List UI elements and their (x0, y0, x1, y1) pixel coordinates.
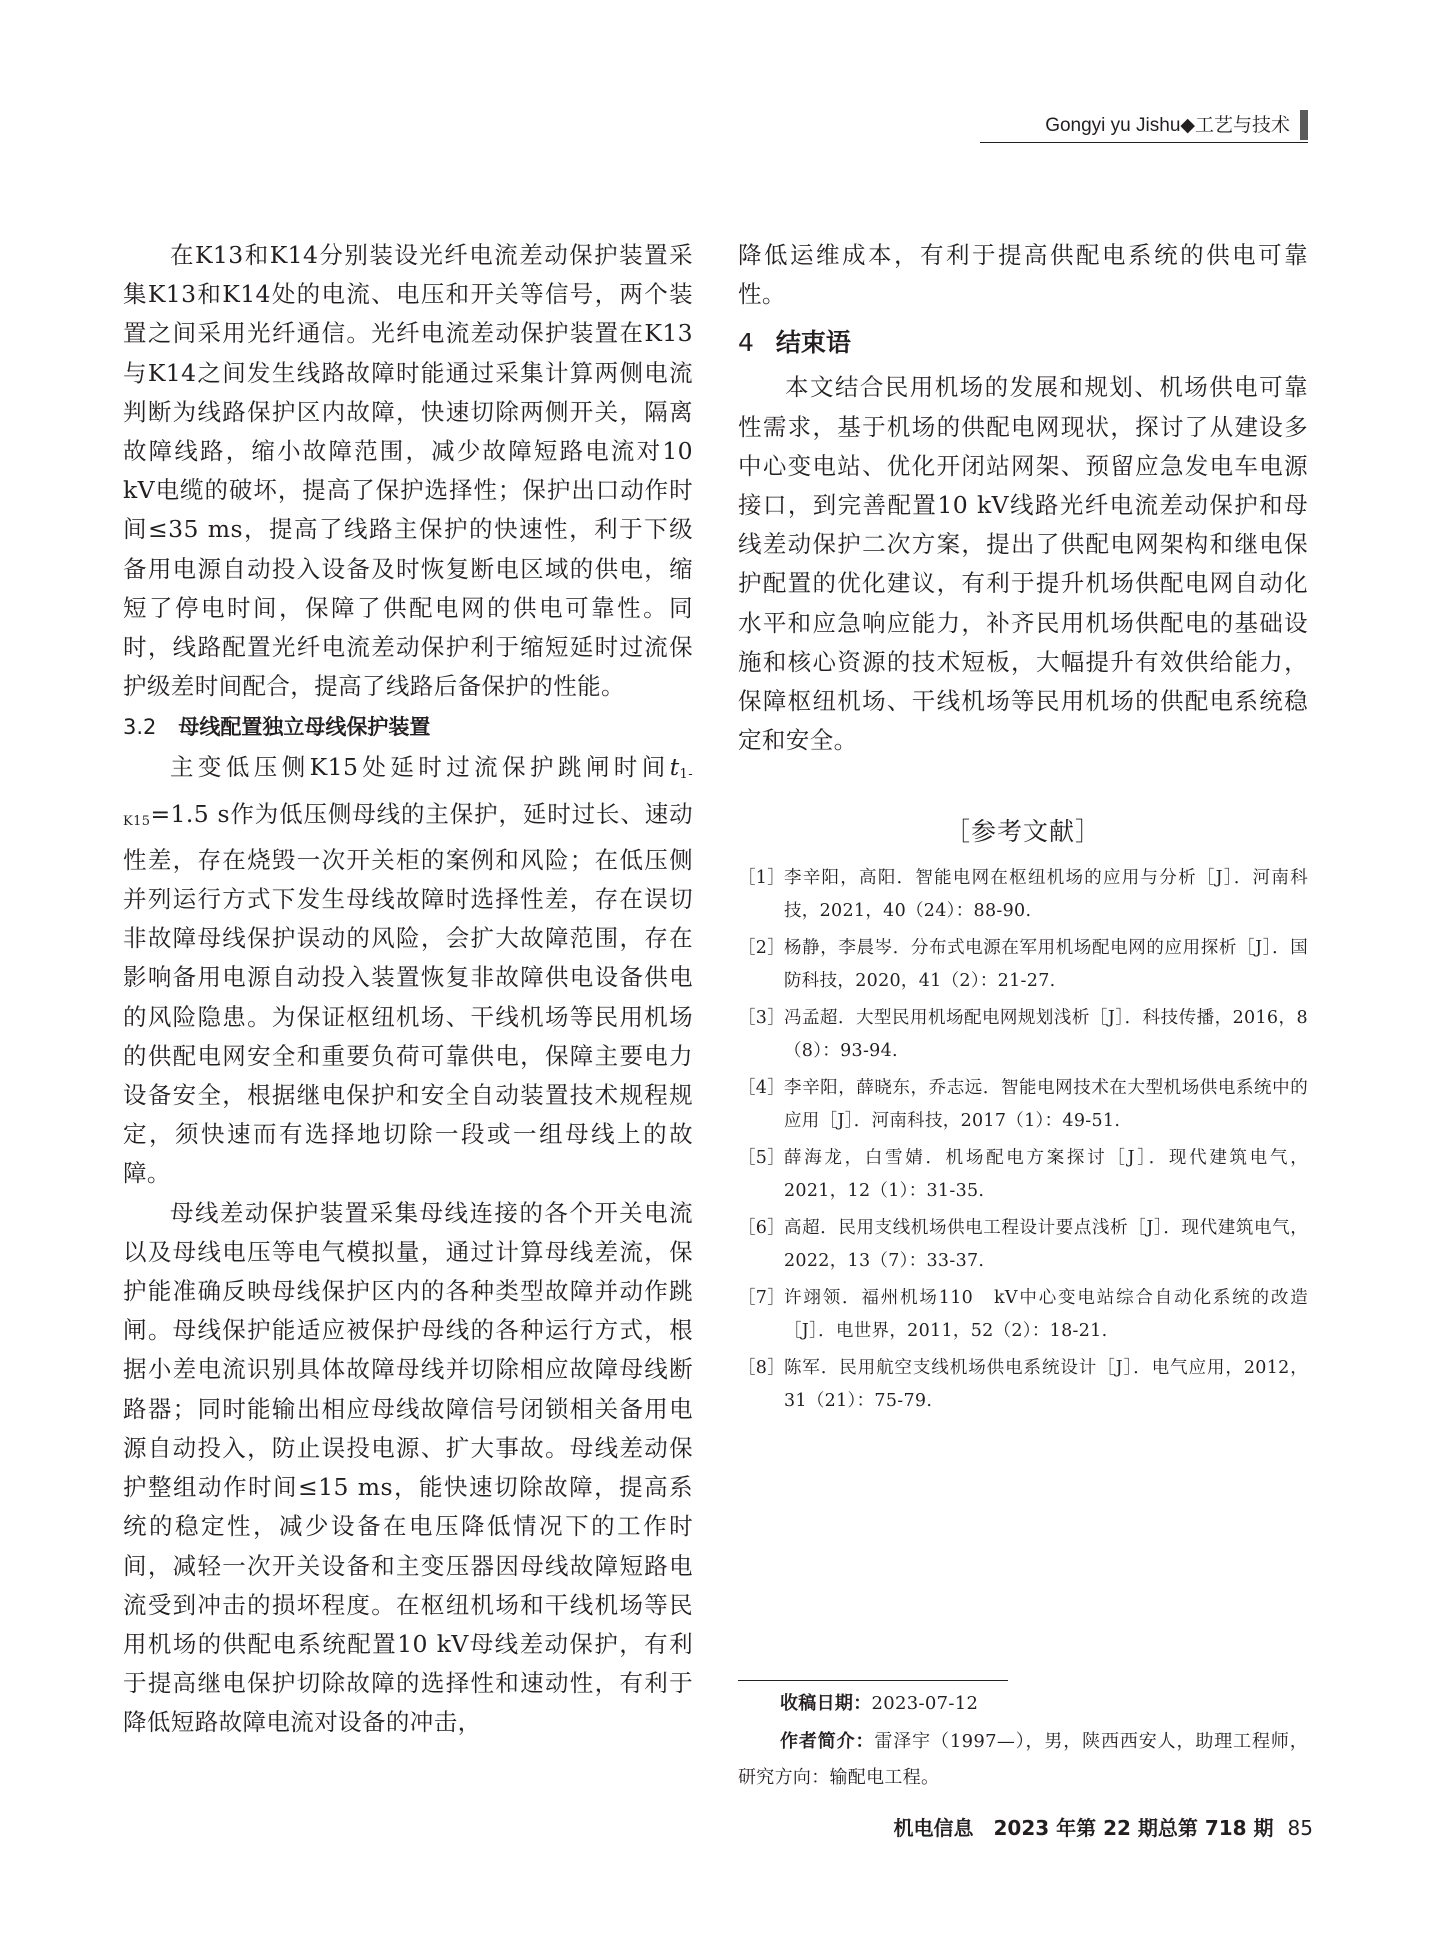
paragraph-continued: 降低运维成本，有利于提高供配电系统的供电可靠性。 (738, 241, 1308, 309)
reference-text: 许翊领．福州机场110 kV中心变电站综合自动化系统的改造［J］．电世界，2011，52（2）：18-21. (784, 1288, 1308, 1342)
section-heading-4 (738, 326, 1308, 360)
footnote-value: 2023-07-12 (871, 1693, 979, 1714)
footnote-label: 收稿日期： (780, 1693, 872, 1714)
reference-number: ［1］ (738, 868, 786, 889)
reference-number: ［4］ (738, 1078, 786, 1099)
reference-number: ［5］ (738, 1148, 786, 1169)
formula-symbol: t (669, 753, 680, 782)
paragraph-k13-k14: 在K13和K14分别装设光纤电流差动保护装置采集K13和K14处的电流、电压和开关等信号，两个装置之间采用光纤通信。光纤电流差动保护装置在K13与K14之间发生线路故障时能通过采集计算两侧电流判断为线路保护区内故障，快速切除两侧开关，隔离故障线路，缩小故障范围，减少故障短路电流对10 kV电缆的破坏，提高了保护选择性；保护出口动作时间≤35 ms，提高了线路主保护的快速性，利于下级备用电源自动投入设备及时恢复断电区域的供电，缩短了停电时间，保障了供配电网的供电可靠性。同时，线路配置光纤电流差动保护利于缩短延时过流保护级差时间配合，提高了线路后备保护的性能。 (123, 241, 693, 701)
reference-item (738, 862, 1308, 928)
reference-item (738, 1142, 1308, 1208)
reference-list (738, 862, 1308, 1418)
reference-number: ［8］ (738, 1358, 786, 1379)
running-title: Gongyi yu Jishu◆工艺与技术 (1045, 115, 1290, 136)
reference-text: 李辛阳，薛晓东，乔志远．智能电网技术在大型机场供电系统中的应用［J］．河南科技，2017（1）：49-51. (784, 1078, 1308, 1132)
paragraph-busbar-differential: 母线差动保护装置采集母线连接的各个开关电流以及母线电压等电气模拟量，通过计算母线差流，保护能准确反映母线保护区内的各种类型故障并动作跳闸。母线保护能适应被保护母线的各种运行方式，根据小差电流识别具体故障母线并切除相应故障母线断路器；同时能输出相应母线故障信号闭锁相关备用电源自动投入，防止误投电源、扩大事故。母线差动保护整组动作时间≤15 ms，能快速切除故障，提高系统的稳定性，减少设备在电压降低情况下的工作时间，减轻一次开关设备和主变压器因母线故障短路电流受到冲击的损坏程度。在枢纽机场和干线机场等民用机场的供配电系统配置10 kV母线差动保护，有利于提高继电保护切除故障的选择性和速动性，有利于降低短路故障电流对设备的冲击， (123, 1198, 693, 1737)
left-column (123, 236, 693, 1743)
reference-text: 李辛阳，高阳．智能电网在枢纽机场的应用与分析［J］．河南科技，2021，40（24）：88-90. (784, 868, 1308, 922)
page-number: 85 (1287, 1816, 1313, 1840)
reference-number: ［7］ (738, 1288, 786, 1309)
section-title: 母线配置独立母线保护装置 (178, 715, 431, 740)
header-bar-mark (1300, 110, 1308, 140)
reference-item (738, 1072, 1308, 1138)
right-column (738, 236, 1308, 1422)
section-number: 3.2 (123, 715, 157, 740)
reference-text: 陈军．民用航空支线机场供电系统设计［J］．电气应用，2012，31（21）：75-79. (784, 1358, 1308, 1412)
paragraph-k15-delay (123, 748, 693, 1193)
reference-item (738, 1352, 1308, 1418)
footnote-rule (738, 1680, 1008, 1681)
reference-number: ［3］ (738, 1008, 786, 1029)
reference-text: 冯孟超．大型民用机场配电网规划浅析［J］．科技传播，2016，8（8）：93-94. (784, 1008, 1308, 1062)
references-heading: ［参考文献］ (944, 817, 1101, 847)
reference-number: ［2］ (738, 938, 786, 959)
reference-text: 杨静，李晨岑．分布式电源在军用机场配电网的应用探析［J］．国防科技，2020，41（2）：21-27. (784, 938, 1308, 992)
reference-text: 高超．民用支线机场供电工程设计要点浅析［J］．现代建筑电气，2022，13（7）：33-37. (784, 1218, 1308, 1272)
footnote-label: 作者简介： (780, 1731, 875, 1752)
section-title: 结束语 (775, 328, 851, 358)
reference-item (738, 1002, 1308, 1068)
text-segment: 主变低压侧K15处延时过流保护跳闸时间 (170, 753, 670, 782)
reference-item (738, 1282, 1308, 1348)
reference-item (738, 932, 1308, 998)
reference-number: ［6］ (738, 1218, 786, 1239)
running-header (980, 108, 1308, 143)
text-segment: =1.5 s作为低压侧母线的主保护，延时过长、速动性差，存在烧毁一次开关柜的案例和风险；在低压侧并列运行方式下发生母线故障时选择性差，存在误切非故障母线保护误动的风险，会扩大故障范围，存在影响备用电源自动投入装置恢复非故障供电设备供电的风险隐患。为保证枢纽机场、干线机场等民用机场的供配电网安全和重要负荷可靠供电，保障主要电力设备安全，根据继电保护和安全自动装置技术规程规定，须快速而有选择地切除一段或一组母线上的故障。 (123, 799, 693, 1188)
footnote-author-bio (738, 1724, 1308, 1796)
reference-text: 薛海龙，白雪婧．机场配电方案探讨［J］．现代建筑电气，2021，12（1）：31-35. (784, 1148, 1308, 1202)
paragraph-conclusion: 本文结合民用机场的发展和规划、机场供电可靠性需求，基于机场的供配电网现状，探讨了从建设多中心变电站、优化开闭站网架、预留应急发电车电源接口，到完善配置10 kV线路光纤电流差动保护和母线差动保护二次方案，提出了供配电网架构和继电保护配置的优化建议，有利于提升机场供配电网自动化水平和应急响应能力，补齐民用机场供配电的基础设施和核心资源的技术短板，大幅提升有效供给能力，保障枢纽机场、干线机场等民用机场的供配电系统稳定和安全。 (738, 373, 1308, 755)
journal-issue: 机电信息 2023 年第 22 期总第 718 期 (893, 1816, 1274, 1840)
page-footer (893, 1812, 1313, 1841)
footnote-value: 雷泽宇（1997—），男，陕西西安人，助理工程师，研究方向：输配电工程。 (738, 1731, 1308, 1788)
section-number: 4 (738, 328, 754, 358)
footnote-received-date (738, 1686, 1350, 1722)
section-heading-3-2 (123, 710, 693, 744)
reference-item (738, 1212, 1308, 1278)
formula-subscript: 1-K15 (123, 767, 693, 829)
